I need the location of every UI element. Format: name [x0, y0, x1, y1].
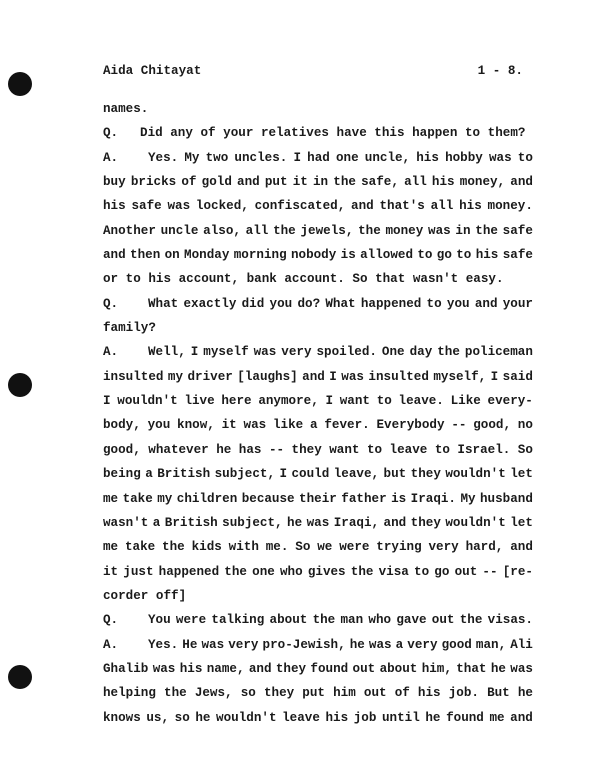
line-words: Did any of your relatives have this happen to them? — [140, 126, 526, 141]
punch-hole-middle — [8, 373, 32, 397]
transcript-body — [103, 97, 533, 730]
transcript-line — [103, 560, 533, 584]
transcript-line — [103, 292, 533, 316]
transcript-line — [103, 389, 533, 413]
line-words: I wouldn't live here anymore, I want to leave. Like every- — [103, 394, 533, 409]
transcript-line — [103, 243, 533, 267]
line-words: Yes. My two uncles. I had one uncle, his hobby was to — [148, 150, 533, 165]
line-words: You were talking about the man who gave out the visas. — [148, 613, 533, 628]
speaker-label: A. — [103, 637, 119, 652]
transcript-line — [103, 267, 533, 291]
line-words: being a British subject, I could leave, but they wouldn't let — [103, 467, 533, 482]
line-words: names. — [103, 102, 149, 116]
speaker-label: A. — [103, 150, 119, 165]
transcript-line — [103, 511, 533, 535]
line-words: his safe was locked, confiscated, and that's all his money. — [103, 199, 533, 214]
line-words: buy bricks of gold and put it in the safe, all his money, and — [103, 175, 533, 190]
transcript-line — [103, 146, 533, 170]
transcript-line — [103, 657, 533, 681]
line-words: it just happened the one who gives the visa to go out -- [re- — [103, 564, 533, 579]
transcript-line — [103, 365, 533, 389]
punch-hole-top — [8, 72, 32, 96]
transcript-line — [103, 487, 533, 511]
line-words: corder off] — [103, 588, 187, 603]
interviewee-name: Aida Chitayat — [103, 64, 202, 78]
transcript-line — [103, 681, 533, 705]
transcript-line — [103, 535, 533, 559]
transcript-line — [103, 219, 533, 243]
line-words: knows us, so he wouldn't leave his job until he found me and — [103, 710, 533, 725]
transcript-line — [103, 462, 533, 486]
speaker-label: Q. — [103, 296, 119, 311]
line-words: me take my children because their father is Iraqi. My husband — [103, 491, 533, 506]
transcript-line — [103, 170, 533, 194]
line-words: me take the kids with me. So we were trying very hard, and — [103, 540, 533, 555]
transcript-line — [103, 413, 533, 437]
transcript-line — [103, 340, 533, 364]
speaker-label: Q. — [103, 613, 119, 628]
page-number: 1 - 8. — [477, 64, 523, 78]
line-words: wasn't a British subject, he was Iraqi, and they wouldn't let — [103, 515, 533, 530]
transcript-line — [103, 706, 533, 730]
line-words: good, whatever he has -- they want to leave to Israel. So — [103, 442, 533, 457]
line-words: Another uncle also, all the jewels, the money was in the safe — [103, 223, 533, 238]
punch-hole-bottom — [8, 665, 32, 689]
line-words: Yes. He was very pro-Jewish, he was a very good man, Ali — [148, 637, 533, 652]
line-words: and then on Monday morning nobody is allowed to go to his safe — [103, 248, 533, 263]
line-words: helping the Jews, so they put him out of his job. But he — [103, 686, 533, 701]
transcript-line — [103, 633, 533, 657]
speaker-label: A. — [103, 345, 119, 360]
line-words: Well, I myself was very spoiled. One day the policeman — [148, 345, 533, 360]
line-words: body, you know, it was like a fever. Everybody -- good, no — [103, 418, 533, 433]
line-words: or to his account, bank account. So that wasn't easy. — [103, 272, 504, 287]
line-words: family? — [103, 321, 156, 336]
line-words: What exactly did you do? What happened to you and your — [148, 296, 533, 311]
transcript-line — [103, 194, 533, 218]
transcript-line — [103, 584, 533, 608]
line-words: insulted my driver [laughs] and I was insulted myself, I said — [103, 369, 533, 384]
transcript-line — [103, 438, 533, 462]
transcript-line — [103, 121, 533, 145]
line-words: Ghalib was his name, and they found out about him, that he was — [103, 661, 533, 676]
speaker-label: Q. — [103, 126, 119, 141]
page-header — [103, 64, 523, 78]
transcript-line — [103, 316, 533, 340]
transcript-line — [103, 97, 533, 121]
transcript-line — [103, 608, 533, 632]
